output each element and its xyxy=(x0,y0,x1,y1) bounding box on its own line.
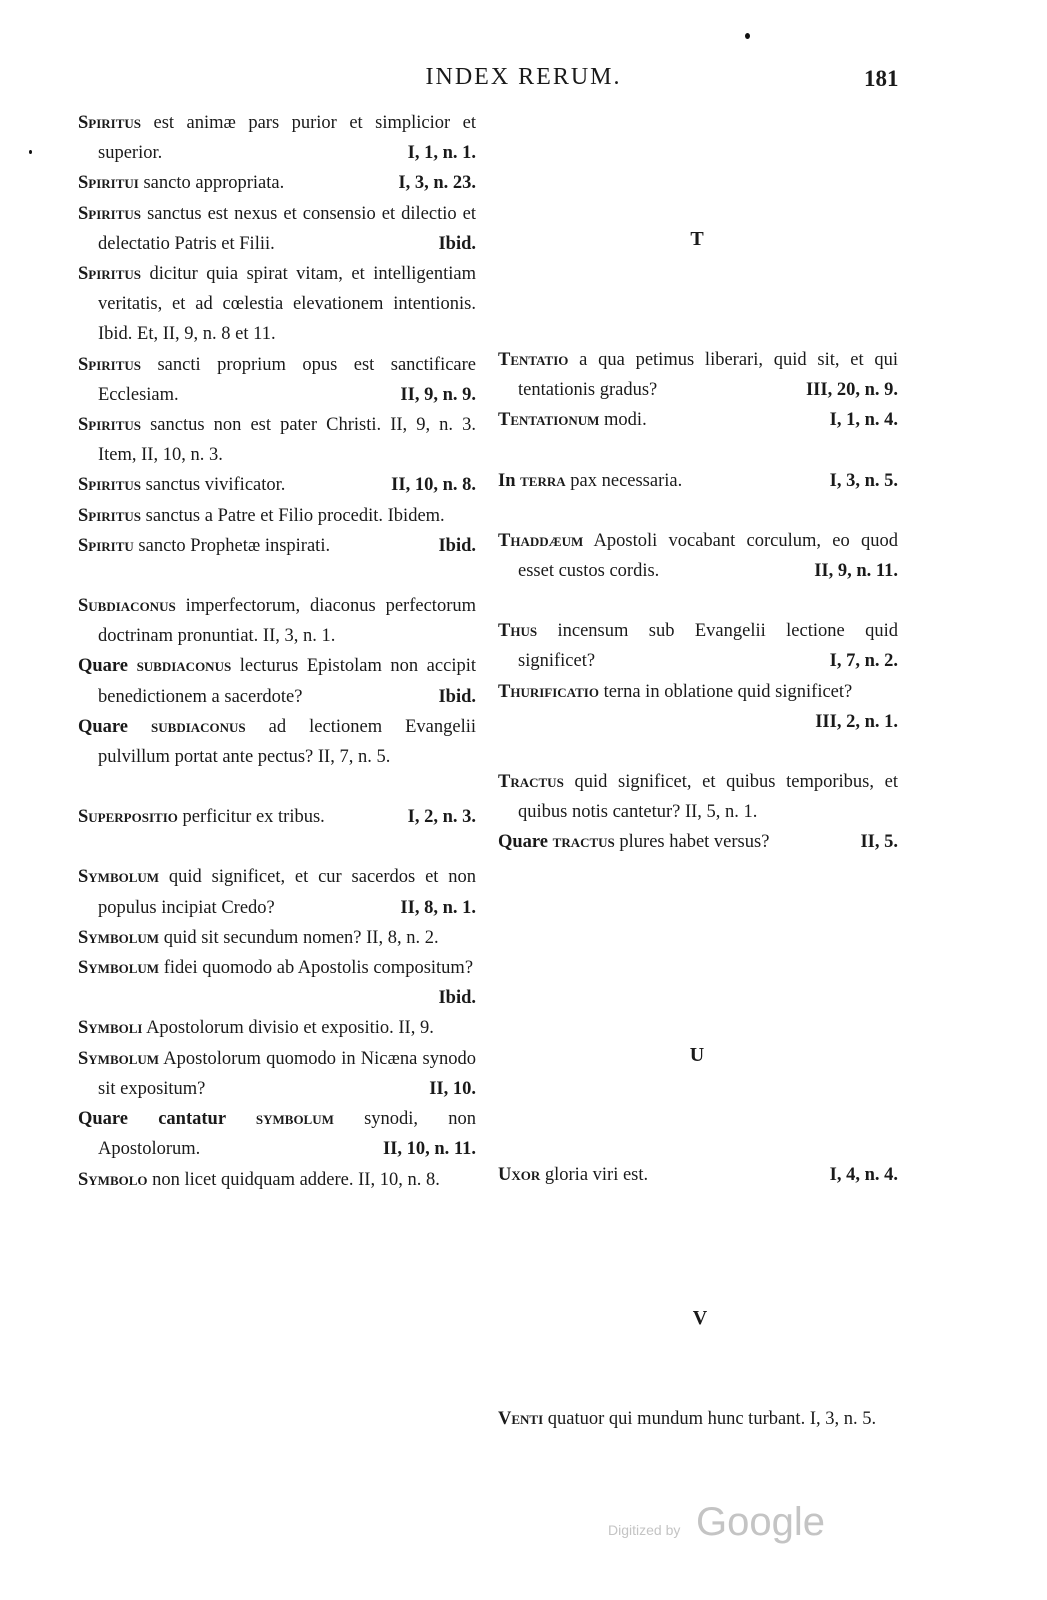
entry-text: sancto appropriata. xyxy=(138,173,285,194)
entry-reference: III, 20, n. 9. xyxy=(805,380,898,401)
entry-reference: II, 10, n. 8. xyxy=(391,475,476,496)
entry-reference: II, 10, n. 11. xyxy=(382,1139,476,1160)
entry-text: ad lectionem Evangelii pulvillum portat ante pectus? II, 7, n. 5. xyxy=(98,716,476,768)
page-number: 181 xyxy=(864,66,899,91)
entry-gap xyxy=(78,832,476,862)
entry-headword: Symbolum xyxy=(78,867,160,888)
index-entry xyxy=(78,953,476,1013)
entry-text: a qua petimus liberari, quid sit, et qui tentationis gradus? xyxy=(518,350,898,401)
entry-reference: I, 1, n. 1. xyxy=(407,143,476,164)
entry-text: non licet quidquam addere. II, 10, n. 8. xyxy=(147,1169,440,1190)
entry-reference: II, 10. xyxy=(429,1078,476,1099)
watermark-small-text: Digitized by xyxy=(608,1522,681,1538)
entry-text: lecturus Epistolam non accipit benedictionem a sacerdote? xyxy=(98,656,476,707)
entry-headword: Symboli xyxy=(78,1018,143,1039)
entry-headword: Spiritus xyxy=(78,505,142,526)
entry-reference: I, 7, n. 2. xyxy=(829,651,898,672)
entry-headword: Uxor xyxy=(498,1165,541,1185)
entry-text: sanctus non est pater Christi. II, 9, n. 3. Item, II, 10, n. 3. xyxy=(98,415,476,466)
entry-text: Apostolorum quomodo in Nicæna synodo sit expositum? xyxy=(98,1048,476,1099)
entry-headword: Spiritu xyxy=(78,535,134,556)
entry-reference: Ibid. xyxy=(438,686,476,707)
section-letter-u: U xyxy=(689,1044,705,1066)
index-column-right-t xyxy=(498,345,898,858)
entry-text: dicitur quia spirat vitam, et intelligentiam veritatis, et ad cœlestia elevationem intentionis. Ibid. Et, II, 9, n. 8 et 11. xyxy=(98,264,476,345)
index-entry xyxy=(78,108,476,168)
entry-headword: Spiritus xyxy=(78,415,142,436)
entry-headword: symbolum xyxy=(255,1109,334,1130)
entry-reference: I, 4, n. 4. xyxy=(829,1165,898,1185)
entry-text: fidei quomodo ab Apostolis compositum? xyxy=(159,958,474,979)
index-entry xyxy=(498,466,898,496)
entry-headword: Venti xyxy=(498,1409,544,1429)
ink-dot xyxy=(745,33,750,39)
entry-headword: tractus xyxy=(552,832,615,853)
entry-text: pax necessaria. xyxy=(565,470,683,491)
entry-gap xyxy=(498,586,898,616)
entry-text: plures habet versus? xyxy=(614,832,770,853)
index-entry xyxy=(498,1404,898,1434)
index-column-right-u xyxy=(498,1160,898,1190)
entry-text: sancti proprium opus est sanctificare Ecclesiam. xyxy=(98,354,476,405)
entry-text: terna in oblatione quid significet? xyxy=(598,681,853,702)
index-entry xyxy=(498,345,898,405)
entry-reference: II, 5. xyxy=(860,832,898,853)
entry-reference: II, 9, n. 11. xyxy=(814,561,898,582)
entry-headword: Spiritus xyxy=(78,113,142,133)
entry-text: synodi, non Apostolorum. xyxy=(98,1109,476,1160)
entry-headword: Symbolo xyxy=(78,1169,148,1190)
digitized-by-google-watermark xyxy=(608,1500,828,1550)
index-entry xyxy=(498,1160,898,1190)
entry-headword: Spiritus xyxy=(78,203,142,224)
index-entry xyxy=(78,199,476,259)
index-entry xyxy=(78,862,476,922)
entry-text: quatuor qui mundum hunc turbant. I, 3, n. 5. xyxy=(543,1409,877,1429)
index-entry xyxy=(78,470,476,500)
entry-text: sanctus vivificator. xyxy=(141,475,286,496)
entry-headword: Thurificatio xyxy=(498,681,599,702)
entry-headword: Thaddæum xyxy=(498,530,584,551)
index-entry xyxy=(498,827,898,857)
entry-headword: Symbolum xyxy=(78,1048,160,1069)
entry-headword: Spiritui xyxy=(78,173,139,194)
index-entry xyxy=(498,405,898,435)
entry-text: imperfectorum, diaconus perfectorum doctrinam pronuntiat. II, 3, n. 1. xyxy=(98,596,476,647)
index-entry xyxy=(78,923,476,953)
index-entry xyxy=(78,651,476,711)
entry-text: quid significet, et cur sacerdos et non populus incipiat Credo? xyxy=(98,867,476,918)
entry-gap xyxy=(78,561,476,591)
entry-reference: Ibid. xyxy=(438,535,476,556)
entry-prefix: In xyxy=(498,470,521,491)
entry-reference: I, 2, n. 3. xyxy=(407,807,476,828)
index-entry xyxy=(498,616,898,676)
entry-gap xyxy=(78,772,476,802)
entry-headword: Superpositio xyxy=(78,807,178,828)
index-entry xyxy=(78,1013,476,1043)
entry-gap xyxy=(498,737,898,767)
index-entry xyxy=(78,1044,476,1104)
entry-gap xyxy=(498,436,898,466)
entry-reference: III, 2, n. 1. xyxy=(815,711,898,732)
entry-text: quid significet, et quibus temporibus, et quibus notis cantetur? II, 5, n. 1. xyxy=(518,772,898,823)
entry-text: incensum sub Evangelii lectione quid significet? xyxy=(518,621,898,672)
entry-headword: Tractus xyxy=(498,772,564,793)
entry-prefix: Quare xyxy=(78,656,137,677)
ink-dot xyxy=(29,150,32,154)
entry-text: quid sit secundum nomen? II, 8, n. 2. xyxy=(159,927,439,948)
index-entry xyxy=(78,1165,476,1195)
entry-text: Apostoli vocabant corculum, eo quod esset custos cordis. xyxy=(518,530,898,582)
entry-text: sanctus a Patre et Filio procedit. Ibidem. xyxy=(141,505,445,526)
index-entry xyxy=(78,1104,476,1164)
entry-headword: Tentationum xyxy=(498,410,600,431)
index-entry xyxy=(78,591,476,651)
entry-reference: II, 9, n. 9. xyxy=(400,384,476,405)
index-entry xyxy=(78,501,476,531)
entry-headword: Symbolum xyxy=(78,927,160,948)
index-entry xyxy=(78,531,476,561)
entry-text: est animæ pars purior et simplicior et superior. xyxy=(98,113,476,164)
entry-headword: terra xyxy=(520,470,566,491)
entry-text: Apostolorum divisio et expositio. II, 9. xyxy=(142,1018,434,1039)
watermark-logo-text: Google xyxy=(696,1500,825,1544)
section-letter-v: V xyxy=(692,1307,708,1329)
entry-headword: Spiritus xyxy=(78,264,142,285)
entry-prefix: Quare xyxy=(498,832,553,853)
index-column-left xyxy=(78,108,476,1195)
index-entry xyxy=(498,526,898,586)
entry-headword: Spiritus xyxy=(78,475,142,496)
entry-reference: Ibid. xyxy=(438,988,476,1009)
entry-headword: Thus xyxy=(498,621,538,642)
entry-reference: I, 3, n. 5. xyxy=(829,470,898,491)
section-letter-t: T xyxy=(690,228,704,250)
entry-headword: subdiaconus xyxy=(136,656,232,677)
entry-reference: Ibid. xyxy=(438,233,476,254)
entry-headword: subdiaconus xyxy=(151,716,246,737)
entry-headword: Spiritus xyxy=(78,354,142,375)
index-entry xyxy=(78,168,476,198)
index-entry xyxy=(78,712,476,772)
entry-reference: II, 8, n. 1. xyxy=(400,897,476,918)
index-entry xyxy=(498,767,898,827)
entry-reference: I, 3, n. 23. xyxy=(398,173,476,194)
entry-prefix: Quare xyxy=(78,716,152,737)
entry-headword: Symbolum xyxy=(78,958,160,979)
entry-prefix: Quare cantatur xyxy=(78,1109,256,1130)
entry-text: gloria viri est. xyxy=(540,1165,649,1185)
entry-text: modi. xyxy=(599,410,647,431)
index-entry xyxy=(78,802,476,832)
index-entry xyxy=(498,677,898,737)
entry-text: sanctus est nexus et consensio et dilectio et delectatio Patris et Filii. xyxy=(98,203,476,254)
index-entry xyxy=(78,410,476,470)
entry-headword: Tentatio xyxy=(498,350,569,370)
index-entry xyxy=(78,259,476,350)
entry-reference: I, 1, n. 4. xyxy=(829,410,898,431)
entry-text: perficitur ex tribus. xyxy=(177,807,325,828)
index-entry xyxy=(78,350,476,410)
index-column-right-v xyxy=(498,1404,898,1434)
running-title: INDEX RERUM. xyxy=(425,64,622,90)
entry-text: sancto Prophetæ inspirati. xyxy=(133,535,331,556)
entry-headword: Subdiaconus xyxy=(78,596,176,617)
entry-gap xyxy=(498,496,898,526)
